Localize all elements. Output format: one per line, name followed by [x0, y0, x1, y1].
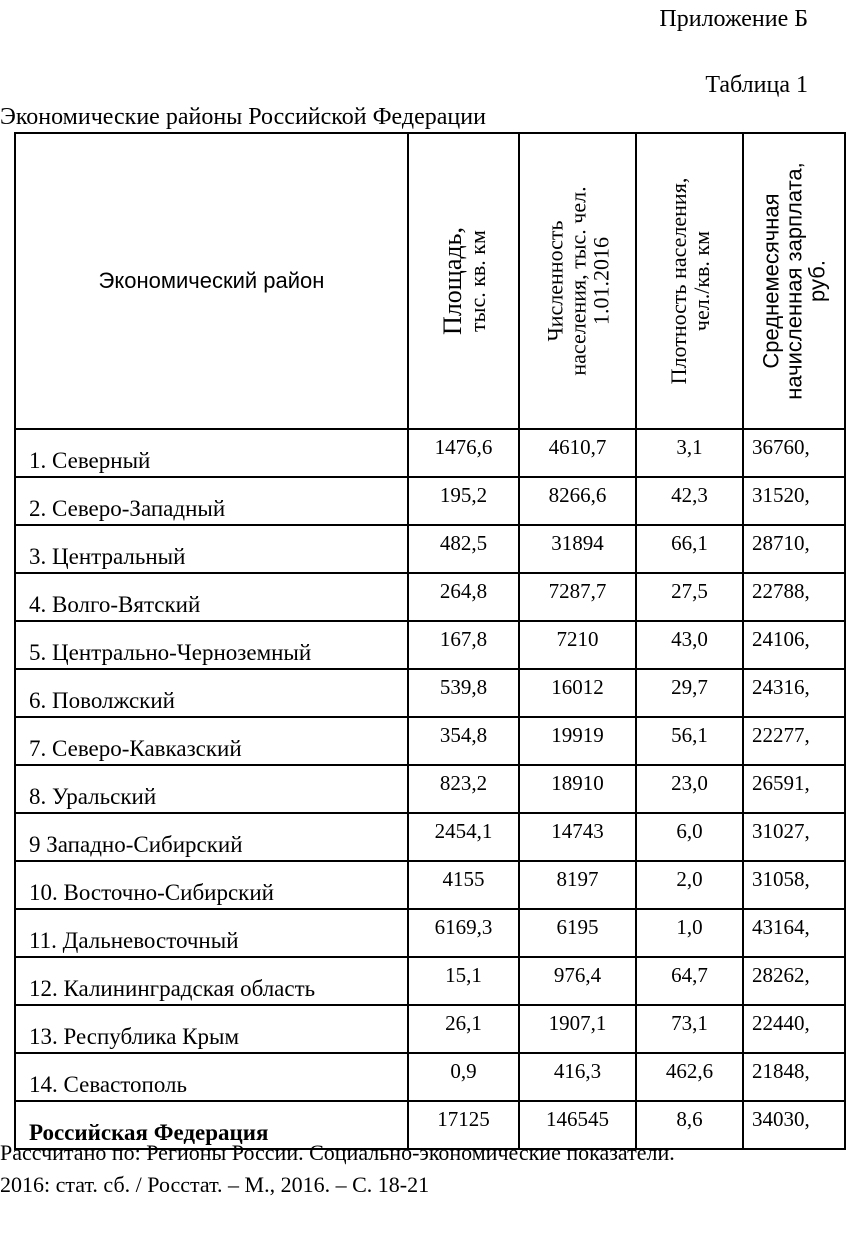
header-wage-line-3: руб. [804, 260, 830, 302]
wage-cell: 21848, [743, 1053, 845, 1101]
density-cell: 42,3 [636, 477, 743, 525]
area-cell: 6169,3 [408, 909, 519, 957]
header-population-line-1: Численность [541, 220, 567, 342]
density-cell: 43,0 [636, 621, 743, 669]
population-cell: 146545 [519, 1101, 636, 1149]
wage-cell: 31058, [743, 861, 845, 909]
header-density [636, 133, 743, 429]
density-cell: 3,1 [636, 429, 743, 477]
area-cell: 0,9 [408, 1053, 519, 1101]
header-area [408, 133, 519, 429]
wage-cell: 31520, [743, 477, 845, 525]
wage-cell: 22440, [743, 1005, 845, 1053]
density-cell: 64,7 [636, 957, 743, 1005]
header-population-line-3: 1.01.2016 [588, 237, 614, 325]
population-cell: 16012 [519, 669, 636, 717]
population-cell: 1907,1 [519, 1005, 636, 1053]
region-name-cell: 10. Восточно-Сибирский [15, 861, 408, 909]
area-cell: 823,2 [408, 765, 519, 813]
table-frame [14, 132, 844, 1145]
region-name-cell: 9 Западно-Сибирский [15, 813, 408, 861]
table-number: Таблица 1 [705, 72, 808, 98]
area-cell: 354,8 [408, 717, 519, 765]
region-name-cell: 7. Северо-Кавказский [15, 717, 408, 765]
region-name-cell: 11. Дальневосточный [15, 909, 408, 957]
population-cell: 18910 [519, 765, 636, 813]
wage-cell: 24316, [743, 669, 845, 717]
density-cell: 66,1 [636, 525, 743, 573]
wage-cell: 31027, [743, 813, 845, 861]
wage-cell: 36760, [743, 429, 845, 477]
region-name-cell: 5. Центрально-Черноземный [15, 621, 408, 669]
table-header [15, 133, 845, 429]
wage-cell: 28262, [743, 957, 845, 1005]
table-row [15, 525, 845, 573]
wage-cell: 26591, [743, 765, 845, 813]
table-body [15, 429, 845, 1149]
header-population-line-2: населения, тыс. чел. [564, 186, 590, 376]
density-cell: 6,0 [636, 813, 743, 861]
area-cell: 17125 [408, 1101, 519, 1149]
header-population [519, 133, 636, 429]
table-row [15, 573, 845, 621]
header-area-line-1: Площадь, [437, 227, 467, 335]
area-cell: 15,1 [408, 957, 519, 1005]
table-caption: Экономические районы Российской Федерации [0, 104, 486, 130]
table-row [15, 429, 845, 477]
area-cell: 195,2 [408, 477, 519, 525]
density-cell: 8,6 [636, 1101, 743, 1149]
region-name-cell: 6. Поволжский [15, 669, 408, 717]
area-cell: 2454,1 [408, 813, 519, 861]
density-cell: 23,0 [636, 765, 743, 813]
density-cell: 2,0 [636, 861, 743, 909]
area-cell: 1476,6 [408, 429, 519, 477]
header-density-line-2: чел./кв. км [688, 230, 714, 332]
region-name-cell: 14. Севастополь [15, 1053, 408, 1101]
regions-table [14, 132, 846, 1150]
wage-cell: 24106, [743, 621, 845, 669]
region-name-cell: Российская Федерация [15, 1101, 408, 1149]
table-row [15, 1053, 845, 1101]
table-row [15, 909, 845, 957]
area-cell: 482,5 [408, 525, 519, 573]
population-cell: 976,4 [519, 957, 636, 1005]
region-name-cell: 8. Уральский [15, 765, 408, 813]
table-row [15, 669, 845, 717]
source-note-line-2: 2016: стат. сб. / Росстат. – М., 2016. – С. 18-21 [0, 1172, 430, 1197]
density-cell: 73,1 [636, 1005, 743, 1053]
table-row [15, 957, 845, 1005]
wage-cell: 43164, [743, 909, 845, 957]
region-name-cell: 13. Республика Крым [15, 1005, 408, 1053]
population-cell: 4610,7 [519, 429, 636, 477]
population-cell: 31894 [519, 525, 636, 573]
region-name-cell: 12. Калининградская область [15, 957, 408, 1005]
population-cell: 19919 [519, 717, 636, 765]
wage-cell: 28710, [743, 525, 845, 573]
density-cell: 462,6 [636, 1053, 743, 1101]
wage-cell: 22277, [743, 717, 845, 765]
density-cell: 27,5 [636, 573, 743, 621]
region-name-cell: 2. Северо-Западный [15, 477, 408, 525]
density-cell: 56,1 [636, 717, 743, 765]
table-row [15, 861, 845, 909]
area-cell: 167,8 [408, 621, 519, 669]
area-cell: 264,8 [408, 573, 519, 621]
population-cell: 7210 [519, 621, 636, 669]
region-name-cell: 4. Волго-Вятский [15, 573, 408, 621]
population-cell: 6195 [519, 909, 636, 957]
region-name-cell: 1. Северный [15, 429, 408, 477]
population-cell: 7287,7 [519, 573, 636, 621]
wage-cell: 34030, [743, 1101, 845, 1149]
appendix-label: Приложение Б [659, 6, 808, 32]
header-wage-line-1: Среднемесячная [758, 193, 784, 369]
table-row [15, 477, 845, 525]
table-row [15, 621, 845, 669]
area-cell: 4155 [408, 861, 519, 909]
header-wage [743, 133, 845, 429]
population-cell: 416,3 [519, 1053, 636, 1101]
population-cell: 8266,6 [519, 477, 636, 525]
density-cell: 29,7 [636, 669, 743, 717]
density-cell: 1,0 [636, 909, 743, 957]
population-cell: 14743 [519, 813, 636, 861]
header-wage-line-2: начисленная зарплата, [781, 162, 807, 400]
population-cell: 8197 [519, 861, 636, 909]
wage-cell: 22788, [743, 573, 845, 621]
table-row [15, 813, 845, 861]
source-note-line-1: Рассчитано по: Регионы России. Социально-экономические показатели. [0, 1140, 675, 1165]
region-name-cell: 3. Центральный [15, 525, 408, 573]
area-cell: 26,1 [408, 1005, 519, 1053]
table-row [15, 1005, 845, 1053]
header-area-line-2: тыс. кв. км [464, 230, 490, 332]
header-density-line-1: Плотность населения, [665, 177, 691, 385]
header-region: Экономический район [15, 133, 408, 429]
table-row [15, 765, 845, 813]
table-row [15, 717, 845, 765]
area-cell: 539,8 [408, 669, 519, 717]
